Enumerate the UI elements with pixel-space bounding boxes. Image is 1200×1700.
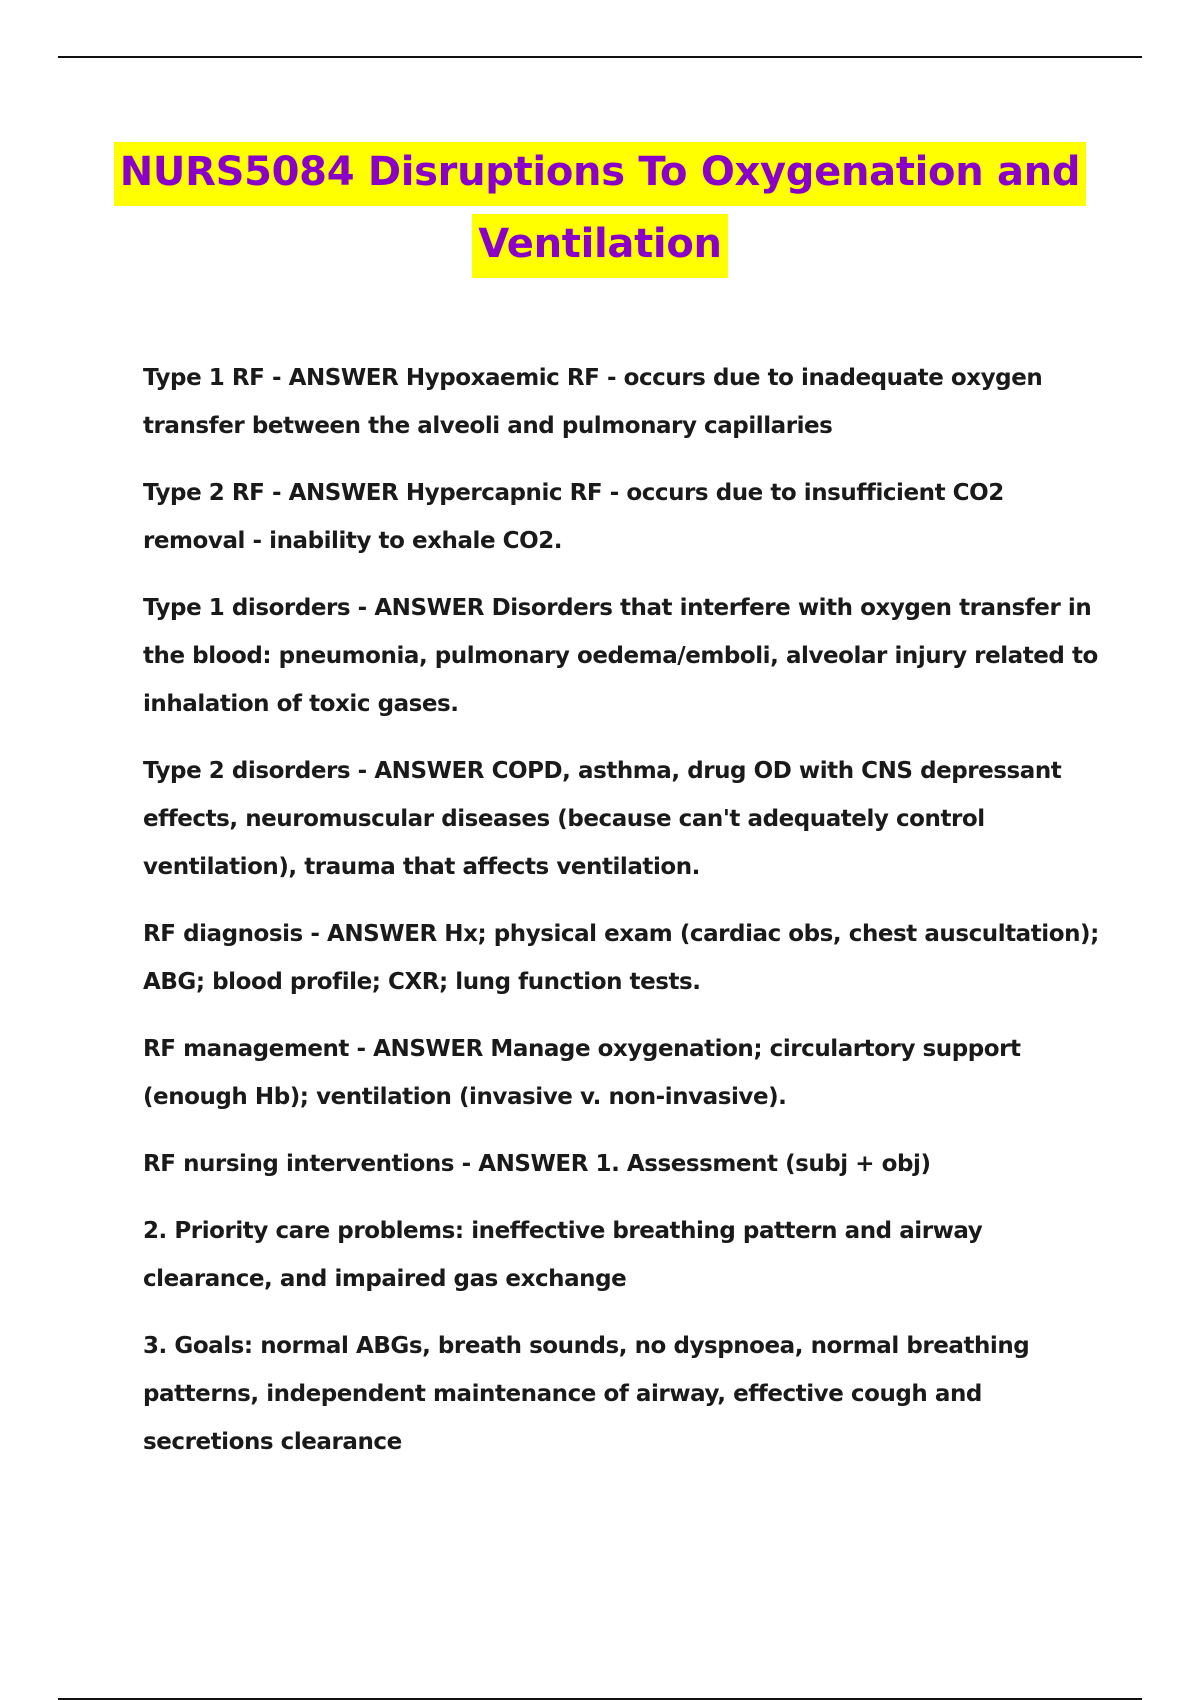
entry-priority-care-problems: 2. Priority care problems: ineffective breathing pattern and airway clearance, and impaired gas exchange [143, 1218, 983, 1292]
entry-type2-rf: Type 2 RF - ANSWER Hypercapnic RF - occurs due to insufficient CO2 removal - inability to exhale CO2. [143, 480, 1004, 554]
entry-type1-rf: Type 1 RF - ANSWER Hypoxaemic RF - occurs due to inadequate oxygen transfer between the alveoli and pulmonary capillaries [143, 365, 1043, 439]
entry-rf-nursing-interventions: RF nursing interventions - ANSWER 1. Assessment (subj + obj) [143, 1151, 931, 1177]
header-rule [58, 56, 1142, 58]
title-line-1: NURS5084 Disruptions To Oxygenation and [114, 142, 1087, 206]
document-body [143, 354, 1100, 1485]
entry-rf-management: RF management - ANSWER Manage oxygenation; circulartory support (enough Hb); ventilation (invasive v. non-invasive). [143, 1036, 1021, 1110]
entry-goals: 3. Goals: normal ABGs, breath sounds, no dyspnoea, normal breathing patterns, independent maintenance of airway, effective cough and secretions clearance [143, 1333, 1030, 1455]
entry-type2-disorders: Type 2 disorders - ANSWER COPD, asthma, drug OD with CNS depressant effects, neuromuscular diseases (because can't adequately control ventilation), trauma that affects ventilation. [143, 758, 1062, 880]
page-title [0, 142, 1200, 278]
entry-type1-disorders: Type 1 disorders - ANSWER Disorders that interfere with oxygen transfer in the blood: pneumonia, pulmonary oedema/emboli, alveolar injury related to inhalation of toxic gases. [143, 595, 1098, 717]
title-line-2: Ventilation [472, 214, 727, 278]
entry-rf-diagnosis: RF diagnosis - ANSWER Hx; physical exam (cardiac obs, chest auscultation); ABG; blood profile; CXR; lung function tests. [143, 921, 1099, 995]
